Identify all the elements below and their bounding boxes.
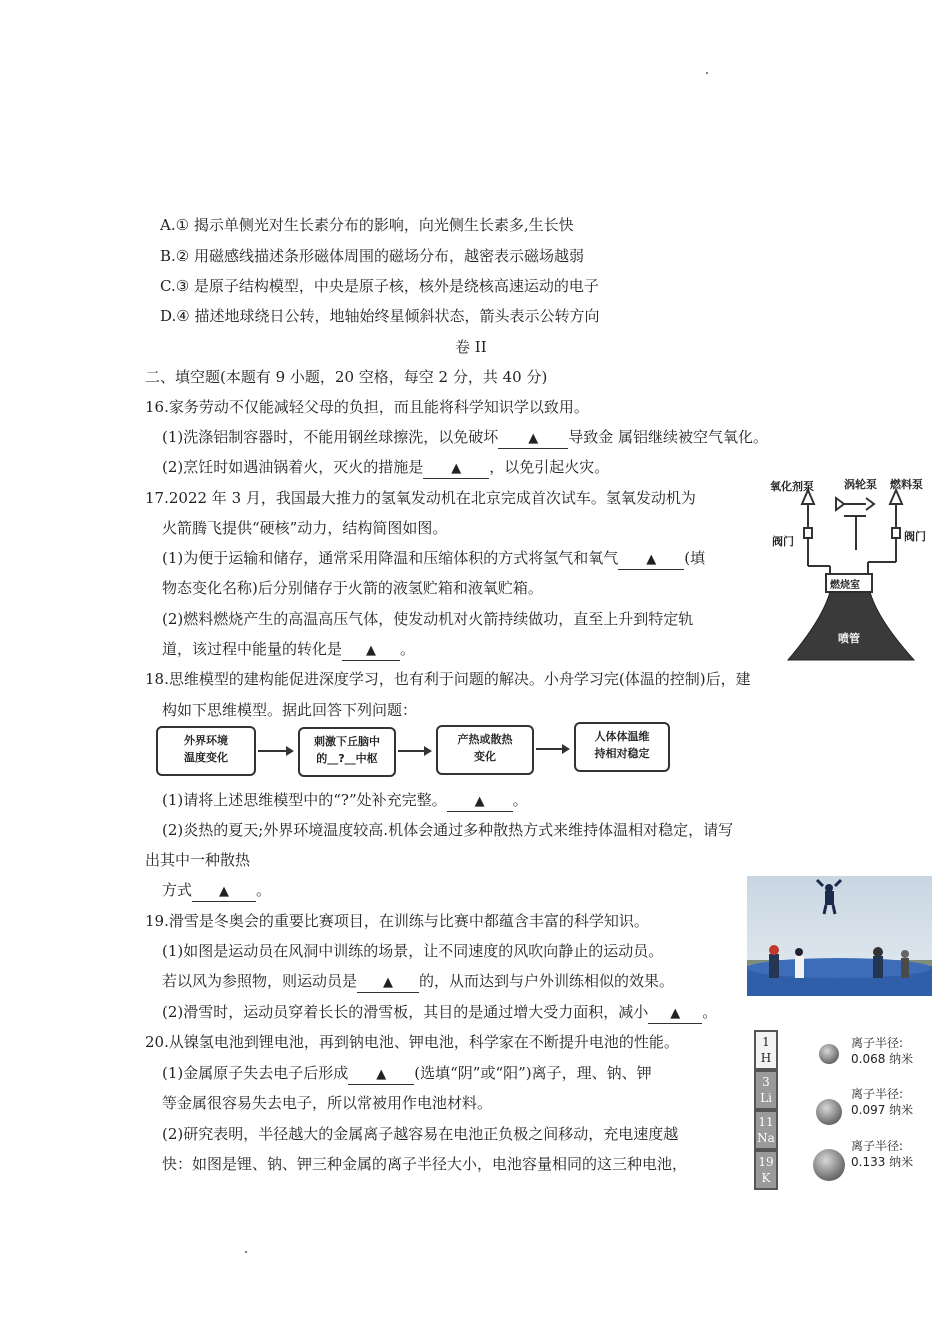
blank-triangle-icon: ▲ bbox=[383, 975, 394, 990]
k-radius-value: 0.133 纳米 bbox=[851, 1155, 914, 1169]
answer-blank[interactable] bbox=[357, 972, 419, 993]
q17-part2-text: 道，该过程中能量的转化是 bbox=[162, 640, 343, 658]
element-k-symbol: K bbox=[761, 1171, 771, 1185]
flow-box-4 bbox=[574, 722, 670, 772]
element-k bbox=[754, 1150, 778, 1190]
q19-part1-text: 若以风为参照物，则运动员是 bbox=[162, 972, 358, 990]
flow-box-1-line2: 温度变化 bbox=[184, 751, 228, 764]
li-radius-value: 0.068 纳米 bbox=[851, 1052, 914, 1066]
flow-box-2-line2: 的__?__中枢 bbox=[316, 752, 378, 765]
element-na-symbol: Na bbox=[757, 1131, 775, 1145]
flow-arrow bbox=[258, 750, 292, 752]
rocket-engine-diagram bbox=[768, 470, 938, 662]
q19-part2-text-end: 。 bbox=[702, 1003, 718, 1021]
flow-box-2 bbox=[298, 727, 396, 777]
q20-stem: 20.从镍氢电池到锂电池，再到钠电池、钾电池，科学家在不断提升电池的性能。 bbox=[145, 1033, 679, 1051]
q16-part1-text-end: 导致金 属铝继续被空气氧化。 bbox=[568, 428, 769, 446]
flow-arrow bbox=[398, 750, 430, 752]
wind-tunnel-photo-drawing bbox=[747, 876, 932, 996]
blank-triangle-icon: ▲ bbox=[528, 431, 539, 446]
element-li-symbol: Li bbox=[760, 1091, 772, 1105]
q20-part1 bbox=[162, 1063, 652, 1085]
q18-part2: (2)炎热的夏天;外界环境温度较高.机体会通过多种散热方式来维持体温相对稳定，请写 bbox=[162, 821, 734, 839]
flow-box-3-line1: 产热或散热 bbox=[457, 733, 513, 746]
blank-triangle-icon: ▲ bbox=[474, 794, 485, 809]
flow-box-1 bbox=[156, 726, 256, 776]
blank-triangle-icon: ▲ bbox=[646, 552, 657, 567]
fuel-pump-label: 燃料泵 bbox=[890, 478, 923, 491]
option-b: B.② 用磁感线描述条形磁体周围的磁场分布，越密表示磁场越弱 bbox=[160, 247, 585, 265]
q17-stem-line2: 火箭腾飞提供“硬核”动力，结构简图如图。 bbox=[162, 519, 448, 537]
element-h-symbol: H bbox=[760, 1051, 772, 1065]
answer-blank[interactable] bbox=[618, 549, 684, 570]
q18-part3-text: 方式 bbox=[162, 881, 193, 899]
q17-part1-text-end: (填 bbox=[684, 549, 706, 567]
q16-part1-text: (1)洗涤铝制容器时，不能用钢丝球擦洗，以免破坏 bbox=[162, 428, 499, 446]
q20-part2: (2)研究表明，半径越大的金属离子越容易在电池正负极之间移动，充电速度越 bbox=[162, 1125, 679, 1143]
answer-blank[interactable] bbox=[423, 458, 489, 479]
answer-blank[interactable] bbox=[447, 791, 513, 812]
q16-part1 bbox=[162, 427, 768, 449]
k-ion-ball bbox=[813, 1149, 845, 1181]
oxidizer-pump-label: 氧化剂泵 bbox=[770, 480, 814, 493]
q19-part2 bbox=[162, 1002, 717, 1024]
answer-blank[interactable] bbox=[648, 1003, 702, 1024]
q17-part2: (2)燃料燃烧产生的高温高压气体，使发动机对火箭持续做功，直至上升到特定轨 bbox=[162, 610, 694, 628]
blank-triangle-icon: ▲ bbox=[451, 461, 462, 476]
q17-part1 bbox=[162, 548, 705, 570]
flow-box-4-line2: 持相对稳定 bbox=[594, 747, 650, 760]
na-radius-label: 离子半径: bbox=[851, 1087, 904, 1101]
q17-part1-cont: 物态变化名称)后分别储存于火箭的液氢贮箱和液氧贮箱。 bbox=[162, 579, 543, 597]
flow-box-1-line1: 外界环境 bbox=[184, 734, 228, 747]
q17-part2-cont bbox=[162, 639, 415, 661]
element-h-number: 1 bbox=[762, 1035, 770, 1049]
q16-part2-text-end: ，以免引起火灾。 bbox=[489, 458, 610, 476]
q17-part1-text: (1)为便于运输和储存，通常采用降温和压缩体积的方式将氢气和氧气 bbox=[162, 549, 619, 567]
answer-blank[interactable] bbox=[342, 640, 400, 661]
q18-part1 bbox=[162, 790, 528, 812]
turbine-pump-label: 涡轮泵 bbox=[844, 478, 877, 491]
blank-triangle-icon: ▲ bbox=[376, 1067, 387, 1082]
q19-part1-text-end: 的，从而达到与户外训练相似的效果。 bbox=[419, 972, 675, 990]
q18-part3-text-end: 。 bbox=[256, 881, 272, 899]
wind-tunnel-photo bbox=[747, 876, 932, 996]
option-d: D.④ 描述地球绕日公转，地轴始终星倾斜状态，箭头表示公转方向 bbox=[160, 307, 600, 325]
q18-part3 bbox=[162, 880, 271, 902]
q16-stem: 16.家务劳动不仅能减轻父母的负担，而且能将科学知识学以致用。 bbox=[145, 398, 589, 416]
answer-blank[interactable] bbox=[348, 1064, 414, 1085]
flow-arrow bbox=[536, 748, 568, 750]
q18-part1-text: (1)请将上述思维模型中的“?”处补充完整。 bbox=[162, 791, 447, 809]
element-li bbox=[754, 1070, 778, 1110]
blank-triangle-icon: ▲ bbox=[366, 643, 377, 658]
q20-part1-cont: 等金属很容易失去电子，所以常被用作电池材料。 bbox=[162, 1094, 493, 1112]
q18-stem-line2: 构如下思维模型。据此回答下列问题： bbox=[162, 701, 418, 719]
right-valve-label: 阀门 bbox=[904, 530, 926, 543]
scan-dot bbox=[706, 72, 708, 74]
scan-dot bbox=[245, 1251, 247, 1253]
li-radius-label: 离子半径: bbox=[851, 1036, 904, 1050]
flow-box-3-line2: 变化 bbox=[474, 750, 496, 763]
k-radius-label: 离子半径: bbox=[851, 1139, 904, 1153]
na-radius-value: 0.097 纳米 bbox=[851, 1103, 914, 1117]
element-na-number: 11 bbox=[758, 1115, 774, 1129]
q19-part2-text: (2)滑雪时，运动员穿着长长的滑雪板，其目的是通过增大受力面积，减小 bbox=[162, 1003, 649, 1021]
answer-blank[interactable] bbox=[192, 881, 256, 902]
q19-part1-cont bbox=[162, 971, 674, 993]
q18-stem-line1: 18.思维模型的建构能促进深度学习，也有利于问题的解决。小舟学习完(体温的控制)后，建 bbox=[145, 670, 751, 688]
option-a: A.① 揭示单侧光对生长素分布的影响，向光侧生长素多,生长快 bbox=[160, 216, 574, 234]
q16-part2-text: (2)烹饪时如遇油锅着火，灭火的措施是 bbox=[162, 458, 424, 476]
li-ion-ball bbox=[819, 1044, 839, 1064]
q18-part1-text-end: 。 bbox=[512, 791, 528, 809]
blank-triangle-icon: ▲ bbox=[670, 1006, 681, 1021]
element-h bbox=[754, 1030, 778, 1070]
nozzle-label: 喷管 bbox=[838, 632, 860, 645]
blank-triangle-icon: ▲ bbox=[219, 884, 230, 899]
answer-blank[interactable] bbox=[498, 428, 568, 449]
q17-stem-line1: 17.2022 年 3 月，我国最大推力的氢氧发动机在北京完成首次试车。氢氧发动机为 bbox=[145, 489, 696, 507]
flow-box-2-line1: 刺激下丘脑中 bbox=[314, 735, 380, 748]
left-valve-label: 阀门 bbox=[772, 535, 794, 548]
q19-part1: (1)如图是运动员在风洞中训练的场景，让不同速度的风吹向静止的运动员。 bbox=[162, 942, 664, 960]
q19-stem: 19.滑雪是冬奥会的重要比赛项目，在训练与比赛中都蕴含丰富的科学知识。 bbox=[145, 912, 649, 930]
section-title: 卷 II bbox=[455, 338, 487, 356]
element-na bbox=[754, 1110, 778, 1150]
q18-part2-cont: 出其中一种散热 bbox=[145, 851, 251, 869]
flow-box-4-line1: 人体体温维 bbox=[594, 730, 650, 743]
flow-box-3 bbox=[436, 725, 534, 775]
q20-part2-cont: 快：如图是锂、钠、钾三种金属的离子半径大小，电池容量相同的这三种电池， bbox=[162, 1155, 688, 1173]
q16-part2 bbox=[162, 457, 609, 479]
element-li-number: 3 bbox=[762, 1075, 770, 1089]
na-ion-ball bbox=[816, 1099, 842, 1125]
q20-part1-text: (1)金属原子失去电子后形成 bbox=[162, 1064, 349, 1082]
q20-part1-text-end: (选填“阴”或“阳”)离子，理、钠、钾 bbox=[414, 1064, 652, 1082]
option-c: C.③ 是原子结构模型，中央是原子核，核外是绕核高速运动的电子 bbox=[160, 277, 599, 295]
element-k-number: 19 bbox=[758, 1155, 774, 1169]
section-header: 二、填空题(本题有 9 小题，20 空格，每空 2 分，共 40 分) bbox=[145, 368, 548, 386]
combustion-chamber-label: 燃烧室 bbox=[830, 580, 860, 591]
q17-part2-text-end: 。 bbox=[400, 640, 416, 658]
